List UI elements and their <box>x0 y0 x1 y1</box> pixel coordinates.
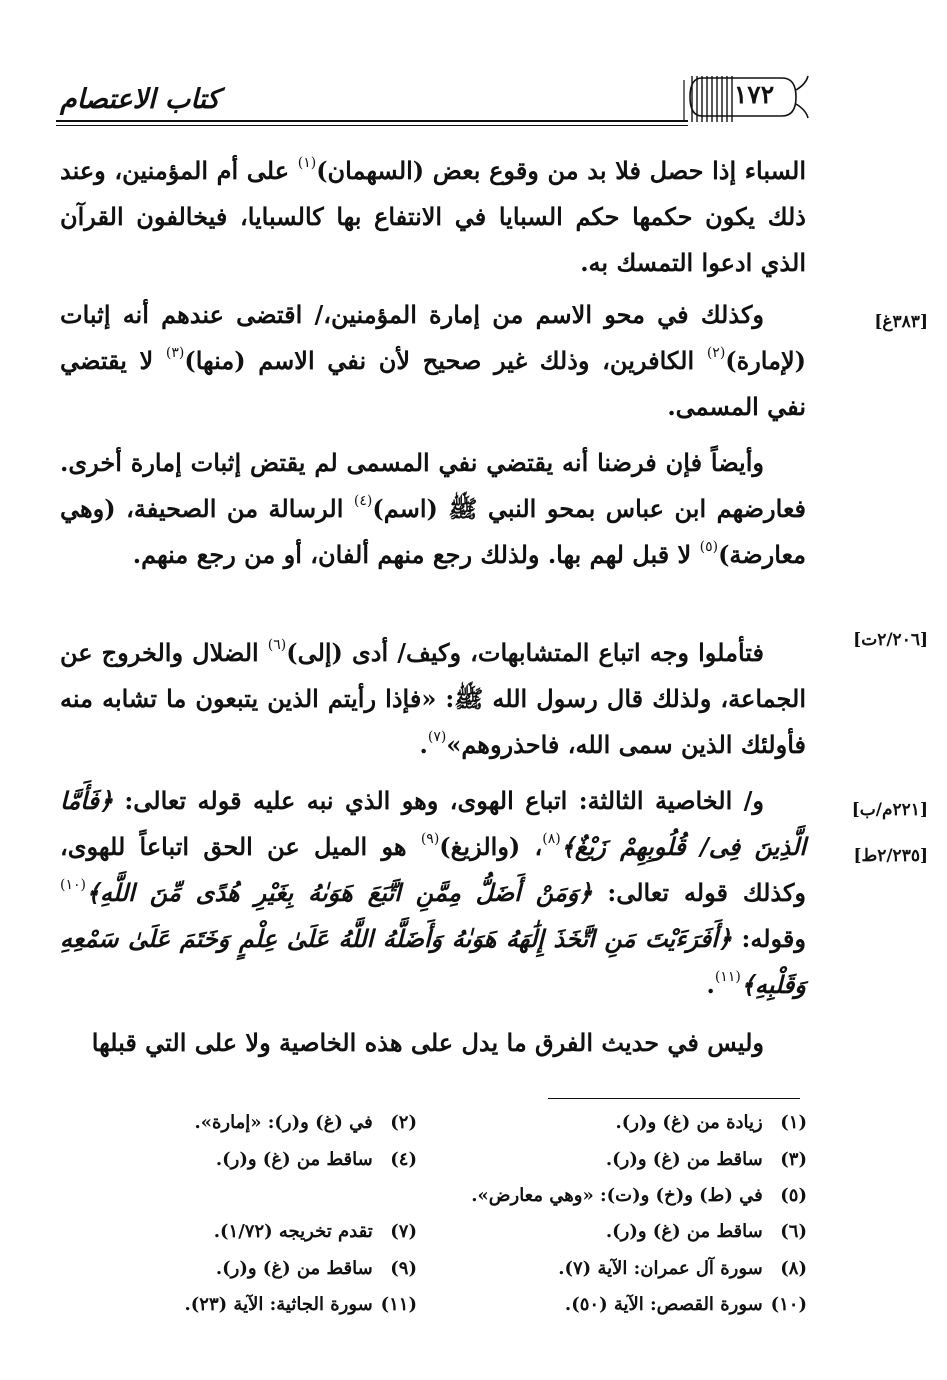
footnote-ref-10: (١٠) <box>60 877 86 893</box>
footnote-number: (٣) <box>780 1149 807 1170</box>
footnote-number: (٨) <box>780 1258 807 1279</box>
footnote-number: (٤) <box>390 1149 417 1170</box>
paragraph-2 <box>60 292 806 430</box>
footnote-number: (٥) <box>780 1185 807 1206</box>
footnote-text: زيادة من (غ) و(ر). <box>615 1112 763 1133</box>
text-run: . <box>706 970 715 999</box>
page-number: ١٧٢ <box>733 80 775 109</box>
paragraph-6 <box>60 1020 806 1066</box>
footnote-text: سورة الجاثية: الآية (٢٣). <box>184 1294 373 1315</box>
text-run: لا يقتضي نفي المسمى. <box>60 346 806 421</box>
footnote-ref-2: (٢) <box>706 345 726 361</box>
text-run: . <box>419 730 428 759</box>
text-run: الرسالة من الصحيفة، (وهي معارضة) <box>60 494 806 569</box>
footnote-2 <box>97 1112 417 1133</box>
footnote-text: سورة آل عمران: الآية (٧). <box>558 1258 763 1279</box>
margin-note-1: [٣٨٣غ] <box>874 312 928 332</box>
margin-note-4: [٢/٢٣٥ط] <box>853 846 928 866</box>
text-run: لا قبل لهم بها. ولذلك رجع منهم ألفان، أو من رجع منهم. <box>132 540 700 569</box>
quran-verse: ﴿أَفَرَءَيْتَ مَنِ اتَّخَذَ إِلَٰهَهُ هَوَىٰهُ وَأَضَلَّهُ اللَّهُ عَلَىٰ عِلْمٍ وَخَتَمَ عَلَىٰ سَمْعِهِ وَقَلْبِهِ﴾ <box>60 924 806 999</box>
footnote-11 <box>97 1294 417 1315</box>
section-lead: و/ الخاصية الثالثة: <box>578 786 764 815</box>
paragraph-3 <box>60 440 806 578</box>
margin-note-3: [٢٢١م/ب] <box>851 800 928 820</box>
footnote-text: سورة القصص: الآية (٥٠). <box>564 1294 763 1315</box>
footnote-ref-4: (٤) <box>353 493 373 509</box>
footnote-text: ساقط من (غ) و(ر). <box>215 1258 373 1279</box>
footnote-3 <box>487 1149 807 1170</box>
text-run: ، (والزيغ) <box>439 832 543 861</box>
header-rule-thin <box>56 125 688 126</box>
text-run: السباء إذا حصل فلا بد من وقوع بعض (السهمان) <box>316 156 806 185</box>
quran-verse: ﴿وَمَنْ أَضَلُّ مِمَّنِ اتَّبَعَ هَوَىٰهُ بِغَيْرِ هُدًى مِّنَ اللَّهِ﴾ <box>85 878 593 907</box>
text-run: على أم المؤمنين، وعند ذلك يكون حكمها حكم السبايا في الانتفاع بها كالسبايا، فيخالفون القرآن الذي ادعوا التمسك به. <box>60 156 806 277</box>
quran-verse: ﴿فَأَمَّا الَّذِينَ فِى/ قُلُوبِهِمْ زَيْغٌ﴾ <box>60 786 806 861</box>
text-run: اتباع الهوى، وهو الذي نبه عليه قوله تعالى: <box>113 786 579 815</box>
book-title: كتاب الاعتصام <box>60 84 220 115</box>
footnote-text: ساقط من (غ) و(ر). <box>605 1149 763 1170</box>
text-run: فتأملوا وجه اتباع المتشابهات، وكيف/ أدى (إلى) <box>286 638 764 667</box>
footnote-ref-6: (٦) <box>267 637 287 653</box>
header-hatch-decoration <box>688 72 738 126</box>
footnote-ref-7: (٧) <box>427 729 447 745</box>
paragraph-5 <box>60 778 806 1008</box>
footnote-ref-9: (٩) <box>420 831 440 847</box>
footnote-text: في (ط) و(خ) و(ت): «وهي معارض». <box>471 1185 763 1206</box>
footnote-number: (١١) <box>380 1294 417 1315</box>
text-run: وليس في حديث الفرق ما يدل على هذه الخاصية ولا على التي قبلها <box>91 1028 764 1057</box>
footnote-text: ساقط من (غ) و(ر). <box>605 1221 763 1242</box>
footnote-number: (٦) <box>780 1221 807 1242</box>
footnote-7 <box>97 1221 417 1242</box>
text-run: وكذلك في محو الاسم من إمارة المؤمنين،/ اقتضى عندهم أنه إثبات (لإمارة) <box>60 300 807 375</box>
footnote-number: (١٠) <box>770 1294 807 1315</box>
text-run: الكافرين، وذلك غير صحيح لأن نفي الاسم (منها) <box>184 346 707 375</box>
footnote-4 <box>97 1149 417 1170</box>
page-header <box>56 70 810 126</box>
footnote-number: (٧) <box>390 1221 417 1242</box>
footnote-number: (٢) <box>390 1112 417 1133</box>
footnote-separator <box>548 1098 800 1099</box>
paragraph-1 <box>60 148 806 286</box>
text-run: وقوله: <box>731 924 806 953</box>
text-run: وأيضاً فإن فرضنا أنه يقتضي نفي المسمى لم يقتض إثبات إمارة أخرى. فعارضهم ابن عباس بمحو النبي ﷺ (اسم) <box>60 448 806 523</box>
footnote-number: (٩) <box>390 1258 417 1279</box>
footnote-6 <box>487 1221 807 1242</box>
footnote-8 <box>487 1258 807 1279</box>
text-run: هو الميل عن الحق اتباعاً للهوى، وكذلك قوله تعالى: <box>60 832 806 907</box>
footnote-text: ساقط من (غ) و(ر). <box>215 1149 373 1170</box>
header-rule <box>56 120 688 122</box>
footnote-ref-8: (٨) <box>542 831 561 847</box>
footnote-9 <box>97 1258 417 1279</box>
footnote-text: تقدم تخريجه (١/٧٢). <box>213 1221 373 1242</box>
footnote-5 <box>387 1185 807 1206</box>
footnote-text: في (غ) و(ر): «إمارة». <box>194 1112 373 1133</box>
margin-note-2: [٢/٢٠٦ت] <box>853 630 928 650</box>
footnote-ref-1: (١) <box>297 155 317 171</box>
footnote-number: (١) <box>780 1112 807 1133</box>
footnote-10 <box>487 1294 807 1315</box>
footnote-ref-5: (٥) <box>699 539 719 555</box>
footnote-ref-11: (١١) <box>714 969 741 985</box>
footnote-ref-3: (٣) <box>165 345 185 361</box>
text-run: الضلال والخروج عن الجماعة، ولذلك قال رسول الله ﷺ: «فإذا رأيتم الذين يتبعون ما تشابه منه فأولئك الذين سمى الله، فاحذروهم» <box>60 638 806 759</box>
paragraph-4 <box>60 630 806 768</box>
footnote-1 <box>487 1112 807 1133</box>
